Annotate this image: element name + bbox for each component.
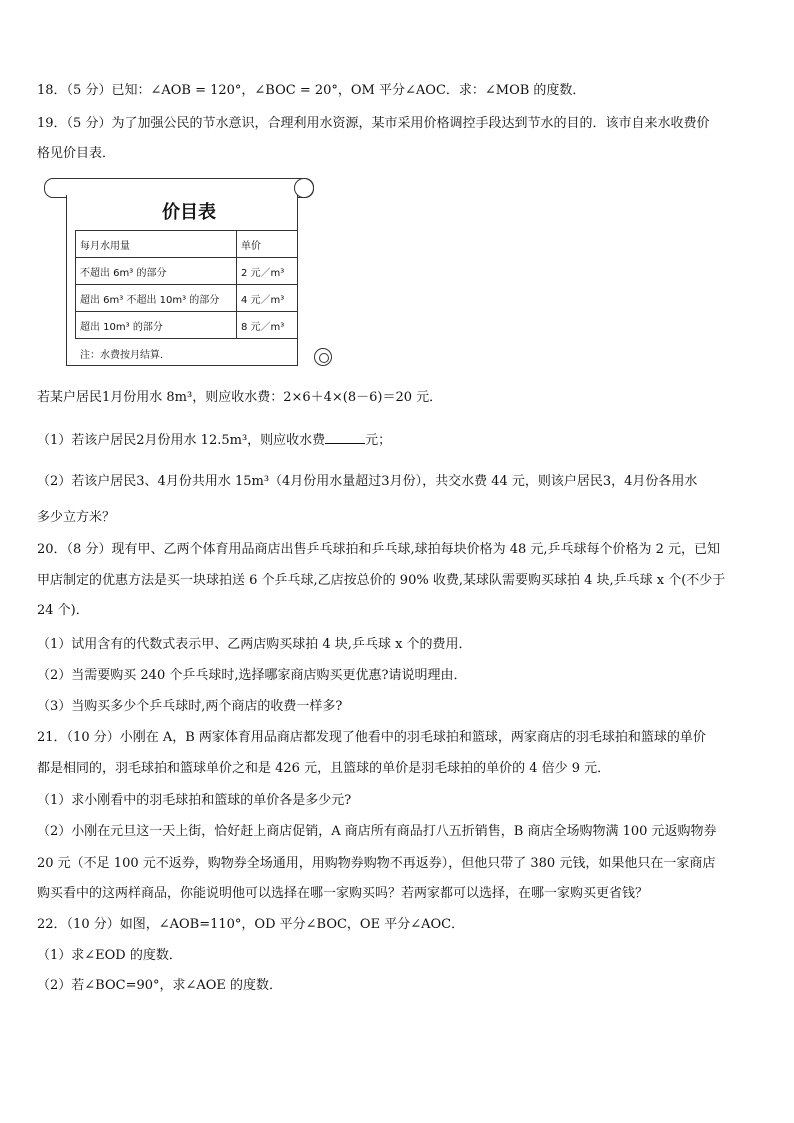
q21-part2-line1: （2）小刚在元旦这一天上街，恰好赶上商店促销，A 商店所有商品打八五折销售，B 商店全场购物满 100 元返购物券 xyxy=(37,824,717,839)
q19-part2-line1: （2）若该户居民3、4月份共用水 15m³（4月份用水量超过3月份），共交水费 44 元，则该户居民3，4月份各用水 xyxy=(37,474,698,489)
price-table-title: 价目表 xyxy=(162,202,216,223)
price-table-scroll xyxy=(44,178,334,368)
q21-part2-line3: 购买看中的这两样商品，你能说明他可以选择在哪一家购买吗？若两家都可以选择，在哪一家购买更省钱？ xyxy=(37,886,649,901)
q20-part1: （1）试用含有的代数式表示甲、乙两店购买球拍 4 块,乒乓球 x 个的费用． xyxy=(37,637,472,652)
table-header-usage: 每月水用量 xyxy=(76,231,237,258)
q22-part2: （2）若∠BOC=90°，求∠AOE 的度数． xyxy=(37,978,283,993)
q21-part2-line2: 20 元（不足 100 元不返券，购物券全场通用，用购物券购物不再返券），但他只带了 380 元钱，如果他只在一家商店 xyxy=(37,856,716,871)
table-row xyxy=(76,258,298,285)
answer-blank xyxy=(325,431,365,444)
price-table xyxy=(75,230,298,339)
q19-example: 若某户居民1月份用水 8m³，则应收水费：2×6＋4×(8－6)＝20 元． xyxy=(37,390,443,405)
q20-line1: 20．（8 分）现有甲、乙两个体育用品商店出售乒乓球拍和乒乓球,球拍每块价格为 48 元,乒乓球每个价格为 2 元，已知 xyxy=(37,542,721,557)
table-cell: 超出 6m³ 不超出 10m³ 的部分 xyxy=(76,285,237,312)
table-cell: 8 元／m³ xyxy=(237,312,298,339)
q22-line1: 22．（10 分）如图，∠AOB=110°，OD 平分∠BOC，OE 平分∠AOC． xyxy=(37,917,465,932)
table-header-row xyxy=(76,231,298,258)
q19-line2: 格见价目表． xyxy=(37,146,116,161)
q21-part1: （1）求小刚看中的羽毛球拍和篮球的单价各是多少元? xyxy=(37,793,352,808)
q19-part1-suffix: 元； xyxy=(365,433,392,448)
q19-line1: 19．（5 分）为了加强公民的节水意识，合理利用水资源，某市采用价格调控手段达到节水的目的．该市自来水收费价 xyxy=(37,116,710,131)
table-row xyxy=(76,312,298,339)
q20-part3: （3）当购买多少个乒乓球时,两个商店的收费一样多? xyxy=(37,699,343,714)
q20-line3: 24 个)． xyxy=(37,603,89,618)
price-table-note: 注：水费按月结算． xyxy=(80,350,170,361)
q22-part1: （1）求∠EOD 的度数． xyxy=(37,948,182,963)
table-header-price: 单价 xyxy=(237,231,298,258)
table-row xyxy=(76,285,298,312)
table-cell: 2 元／m³ xyxy=(237,258,298,285)
table-cell: 超出 10m³ 的部分 xyxy=(76,312,237,339)
q20-part2: （2）当需要购买 240 个乒乓球时,选择哪家商店购买更优惠?请说明理由． xyxy=(37,668,467,683)
q21-line2: 都是相同的，羽毛球拍和篮球单价之和是 426 元，且篮球的单价是羽毛球拍的单价的 4 倍少 9 元． xyxy=(37,761,611,776)
scroll-bottom-curl xyxy=(314,348,332,366)
q19-part1 xyxy=(37,431,391,450)
q19-part1-text: （1）若该户居民2月份用水 12.5m³，则应收水费 xyxy=(37,433,326,448)
q20-line2: 甲店制定的优惠方法是买一块球拍送 6 个乒乓球,乙店按总价的 90% 收费,某球队需要购买球拍 4 块,乒乓球 x 个(不少于 xyxy=(37,573,726,588)
table-cell: 4 元／m³ xyxy=(237,285,298,312)
q21-line1: 21．（10 分）小刚在 A，B 两家体育用品商店都发现了他看中的羽毛球拍和篮球，两家商店的羽毛球拍和篮球的单价 xyxy=(37,730,706,745)
table-cell: 不超出 6m³ 的部分 xyxy=(76,258,237,285)
q18-text: 18．（5 分）已知：∠AOB = 120°，∠BOC = 20°，OM 平分∠AOC．求：∠MOB 的度数． xyxy=(37,83,586,98)
q19-part2-line2: 多少立方米？ xyxy=(37,510,116,525)
